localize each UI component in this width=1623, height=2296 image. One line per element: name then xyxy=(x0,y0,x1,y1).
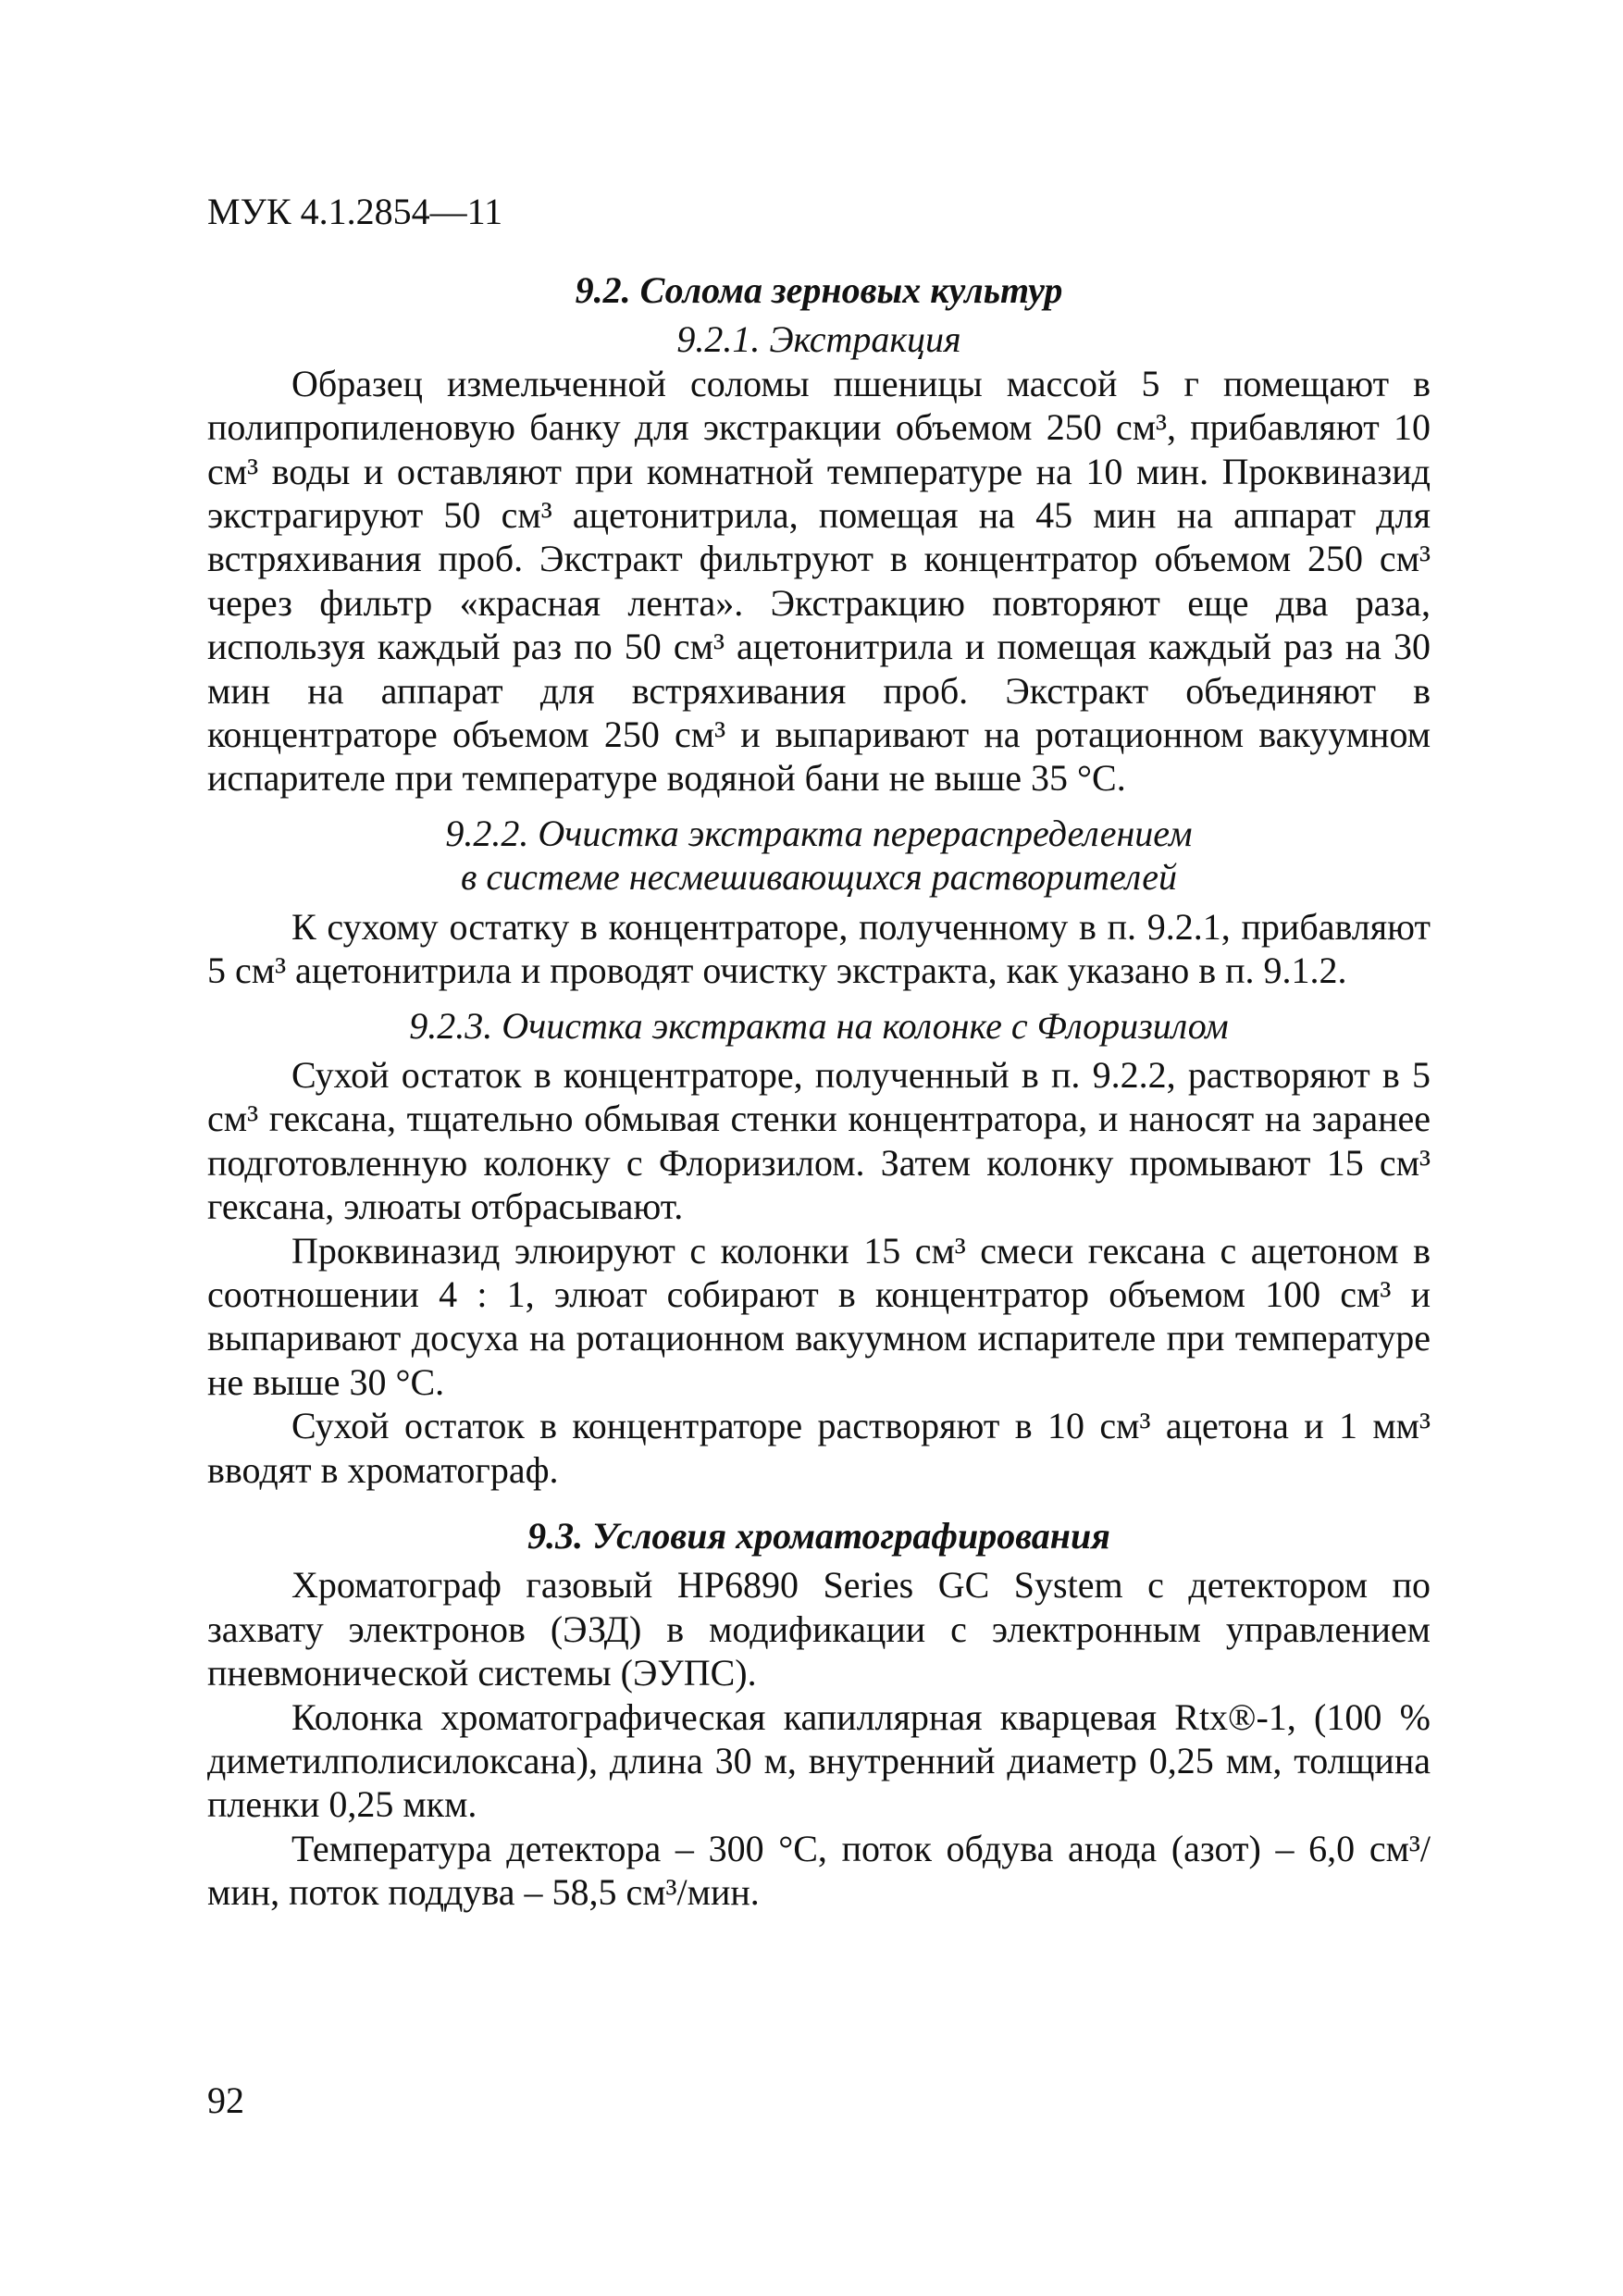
subsection-title-9-2-2-line1: 9.2.2. Очистка экстракта перераспределением xyxy=(445,812,1193,854)
paragraph-detector-temperature: Температура детектора – 300 °С, поток обдува анода (азот) – 6,0 см³/мин, поток поддува – 58,5 см³/мин. xyxy=(207,1827,1431,1914)
page-number: 92 xyxy=(207,2079,244,2121)
paragraph-florisil-column-3: Сухой остаток в концентраторе растворяют в 10 см³ ацетона и 1 мм³ вводят в хроматограф. xyxy=(207,1405,1431,1491)
subsection-title-9-2-3: 9.2.3. Очистка экстракта на колонке с Флоризилом xyxy=(409,1004,1229,1047)
page-content xyxy=(207,268,1431,1915)
section-title-9-3: 9.3. Условия хроматографирования xyxy=(527,1514,1110,1557)
paragraph-chromatograph: Хроматограф газовый HP6890 Series GC System с детектором по захвату электронов (ЭЗД) в модификации с электронным управлением пневмонической системы (ЭУПС). xyxy=(207,1564,1431,1694)
paragraph-extraction: Образец измельченной соломы пшеницы массой 5 г помещают в полипропиленовую банку для экстракции объемом 250 см³, прибавляют 10 см³ воды и оставляют при комнатной температуре на 10 мин. Проквиназид экстрагируют 50 см³ ацетонитрила, помещая на 45 мин на аппарат для встряхивания проб. Экстракт фильтруют в концентратор объемом 250 см³ через фильтр «красная лента». Экстракцию повторяют еще два раза, используя каждый раз по 50 см³ ацетонитрила и помещая каждый раз на 30 мин на аппарат для встряхивания проб. Экстракт объединяют в концентраторе объемом 250 см³ и выпаривают на ротационном вакуумном испарителе при температуре водяной бани не выше 35 °С. xyxy=(207,362,1431,800)
section-title-9-2: 9.2. Солома зерновых культур xyxy=(575,269,1063,311)
paragraph-florisil-column-2: Проквиназид элюируют с колонки 15 см³ смеси гексана с ацетоном в соотношении 4 : 1, элюат собирают в концентратор объемом 100 см³ и выпаривают досуха на ротационном вакуумном испарителе при температуре не выше 30 °С. xyxy=(207,1229,1431,1403)
subsection-title-9-2-1: 9.2.1. Экстракция xyxy=(676,318,961,361)
paragraph-partition-cleanup: К сухому остатку в концентраторе, полученному в п. 9.2.1, прибавляют 5 см³ ацетонитрила и проводят очистку экстракта, как указано в п. 9.1.2. xyxy=(207,905,1431,992)
document-code-header: МУК 4.1.2854—11 xyxy=(207,191,503,232)
subsection-title-9-2-2-line2: в системе несмешивающихся растворителей xyxy=(460,856,1177,899)
paragraph-column: Колонка хроматографическая капиллярная кварцевая Rtx®-1, (100 % диметилполисилоксана), длина 30 м, внутренний диаметр 0,25 мм, толщина пленки 0,25 мкм. xyxy=(207,1695,1431,1826)
paragraph-florisil-column-1: Сухой остаток в концентраторе, полученный в п. 9.2.2, растворяют в 5 см³ гексана, тщательно обмывая стенки концентратора, и наносят на заранее подготовленную колонку с Флоризилом. Затем колонку промывают 15 см³ гексана, элюаты отбрасывают. xyxy=(207,1053,1431,1228)
